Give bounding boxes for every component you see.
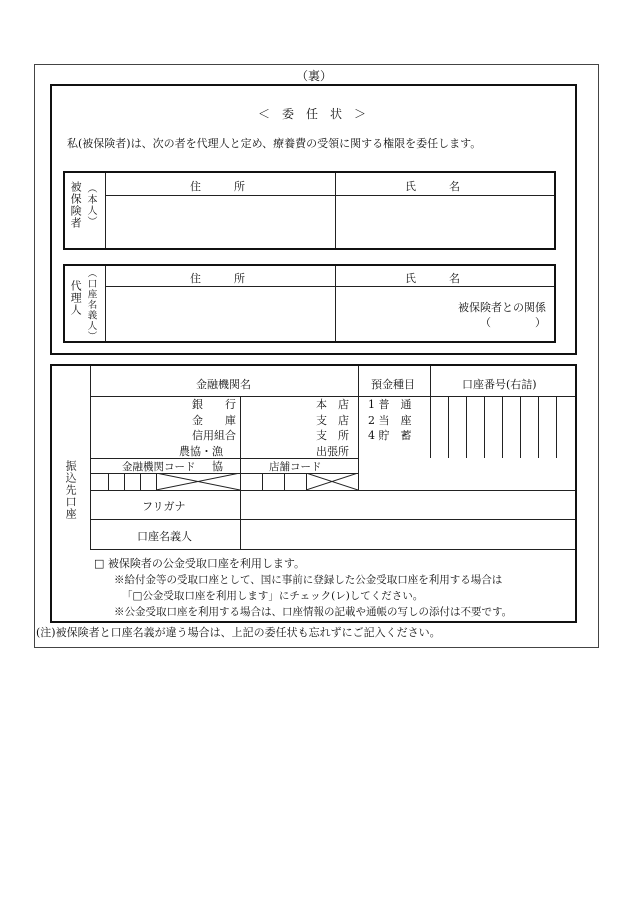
deposit-type-futsu: 1 普 通 xyxy=(368,398,412,411)
side-label: （裏） xyxy=(296,69,333,83)
agent-table xyxy=(63,264,556,343)
relation-paren: （ ） xyxy=(480,316,546,329)
proxy-statement: 私(被保険者)は、次の者を代理人と定め、療養費の受領に関する権限を委任します。 xyxy=(67,137,482,150)
insured-address-field[interactable] xyxy=(107,197,333,246)
footer-note: (注)被保険者と口座名義が違う場合は、上記の委任状も忘れずにご記入ください。 xyxy=(36,626,441,639)
furigana-field[interactable] xyxy=(242,492,573,518)
agent-sub: （口座名義人） xyxy=(85,268,97,342)
inst-code-cross xyxy=(156,473,240,490)
insured-label: 被保険者 xyxy=(69,181,83,229)
inst-type-kinko: 金 庫 xyxy=(192,413,236,427)
note-1: ※給付金等の受取口座として、国に事前に登録した公金受取口座を利用する場合は xyxy=(114,574,503,586)
inst-type-shinkumi: 信用組合 xyxy=(192,429,236,442)
inst-type-nokyo: 農協・漁協 xyxy=(179,444,223,473)
branch-type-shiten: 支 店 xyxy=(316,413,349,427)
insured-sub: （本人） xyxy=(85,183,96,227)
bank-side-label: 振込先口座 xyxy=(64,460,78,520)
note-3: ※公金受取口座を利用する場合は、口座情報の記載や通帳の写しの添付は不要です。 xyxy=(114,606,513,618)
account-header: 口座番号(右詰) xyxy=(462,378,537,391)
insured-name-label: 氏 名 xyxy=(405,180,460,193)
agent-address-label: 住 所 xyxy=(190,272,245,285)
institution-name-field[interactable] xyxy=(92,398,238,456)
deposit-types xyxy=(368,397,412,444)
relation-label: 被保険者との関係 xyxy=(458,301,546,314)
agent-label: 代理人 xyxy=(69,280,83,316)
branch-code-label: 店舗コード xyxy=(269,461,322,473)
agent-name-label: 氏 名 xyxy=(405,272,460,285)
agent-address-field[interactable] xyxy=(107,288,333,339)
insured-name-field[interactable] xyxy=(337,197,552,246)
furigana-label: フリガナ xyxy=(142,500,186,513)
branch-type-honten: 本 店 xyxy=(316,398,349,411)
insured-table xyxy=(63,171,556,250)
deposit-header: 預金種目 xyxy=(371,378,415,391)
bank-section xyxy=(50,364,577,623)
proxy-title: ＜ 委 任 状 ＞ xyxy=(258,107,367,121)
holder-label: 口座名義人 xyxy=(137,530,192,543)
branch-types xyxy=(316,397,349,459)
agent-name-field[interactable] xyxy=(337,288,452,339)
branch-code-cross xyxy=(306,473,358,490)
inst-code-label: 金融機関コード xyxy=(122,461,196,473)
institution-header: 金融機関名 xyxy=(196,378,251,391)
deposit-type-toza: 2 当 座 xyxy=(368,413,412,427)
account-number-field[interactable] xyxy=(432,398,573,456)
holder-field[interactable] xyxy=(242,521,573,548)
note-2: 「□公金受取口座を利用します」にチェック(レ)してください。 xyxy=(122,590,424,602)
branch-type-shucchojo: 出張所 xyxy=(316,444,349,458)
inst-type-bank: 銀 行 xyxy=(192,398,236,411)
public-account-checkbox[interactable]: □ 被保険者の公金受取口座を利用します。 xyxy=(94,557,306,570)
insured-address-label: 住 所 xyxy=(190,180,245,193)
deposit-type-chochiku: 4 貯 蓄 xyxy=(368,429,412,442)
branch-type-shisho: 支 所 xyxy=(316,429,349,442)
